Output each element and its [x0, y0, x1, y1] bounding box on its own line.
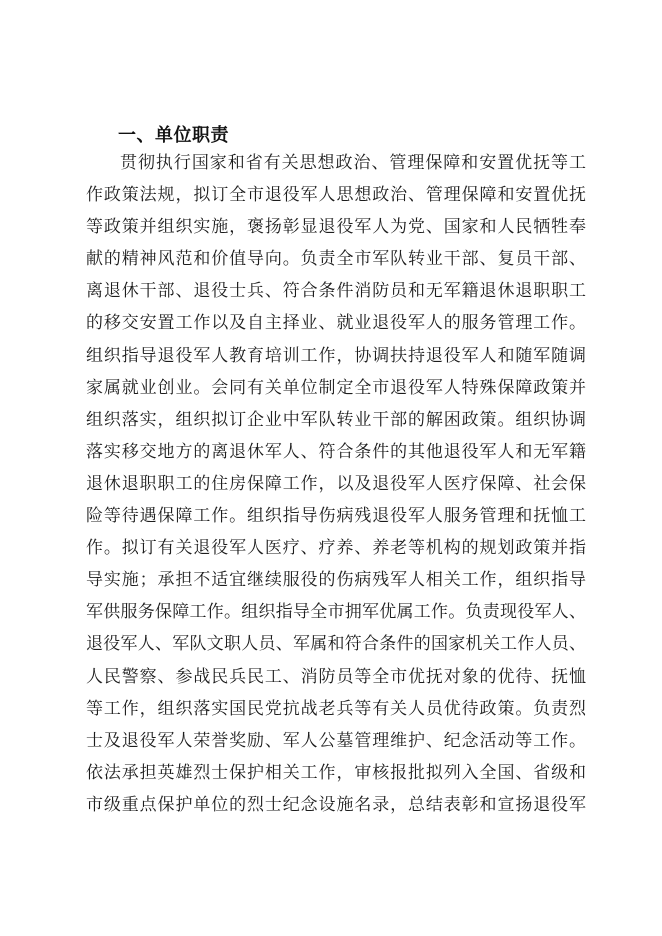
section-heading: 一、单位职责 — [118, 125, 229, 146]
text-line: 组织指导退役军人教育培训工作，协调扶持退役军人和随军随调 — [86, 345, 586, 366]
text-line: 的移交安置工作以及自主择业、就业退役军人的服务管理工作。 — [86, 313, 586, 334]
text-line: 离退休干部、退役士兵、符合条件消防员和无军籍退休退职职工 — [86, 281, 586, 302]
text-line: 人民警察、参战民兵民工、消防员等全市优抚对象的优待、抚恤 — [86, 666, 586, 687]
text-line: 退休退职职工的住房保障工作，以及退役军人医疗保障、社会保 — [86, 473, 586, 494]
text-line: 等工作，组织落实国民党抗战老兵等有关人员优待政策。负责烈 — [86, 698, 586, 719]
text-line: 献的精神风范和价值导向。负责全市军队转业干部、复员干部、 — [86, 249, 586, 270]
section-body — [86, 147, 586, 821]
text-line: 军供服务保障工作。组织指导全市拥军优属工作。负责现役军人、 — [86, 602, 586, 623]
text-line: 险等待遇保障工作。组织指导伤病残退役军人服务管理和抚恤工 — [86, 506, 586, 527]
text-line: 家属就业创业。会同有关单位制定全市退役军人特殊保障政策并 — [86, 377, 586, 398]
text-line: 作。拟订有关退役军人医疗、疗养、养老等机构的规划政策并指 — [86, 538, 586, 559]
text-line: 士及退役军人荣誉奖励、军人公墓管理维护、纪念活动等工作。 — [86, 730, 586, 751]
text-line: 落实移交地方的离退休军人、符合条件的其他退役军人和无军籍 — [86, 441, 586, 462]
text-line: 贯彻执行国家和省有关思想政治、管理保障和安置优抚等工 — [120, 153, 586, 173]
text-line: 导实施；承担不适宜继续服役的伤病残军人相关工作，组织指导 — [86, 570, 586, 591]
text-line: 作政策法规，拟订全市退役军人思想政治、管理保障和安置优抚 — [86, 185, 586, 206]
text-line: 市级重点保护单位的烈士纪念设施名录，总结表彰和宣扬退役军 — [86, 794, 586, 815]
text-line: 依法承担英雄烈士保护相关工作，审核报批拟列入全国、省级和 — [86, 762, 586, 783]
text-line: 等政策并组织实施，褒扬彰显退役军人为党、国家和人民牺牲奉 — [86, 217, 586, 238]
text-line: 退役军人、军队文职人员、军属和符合条件的国家机关工作人员、 — [86, 634, 586, 655]
text-line: 组织落实，组织拟订企业中军队转业干部的解困政策。组织协调 — [86, 409, 586, 430]
